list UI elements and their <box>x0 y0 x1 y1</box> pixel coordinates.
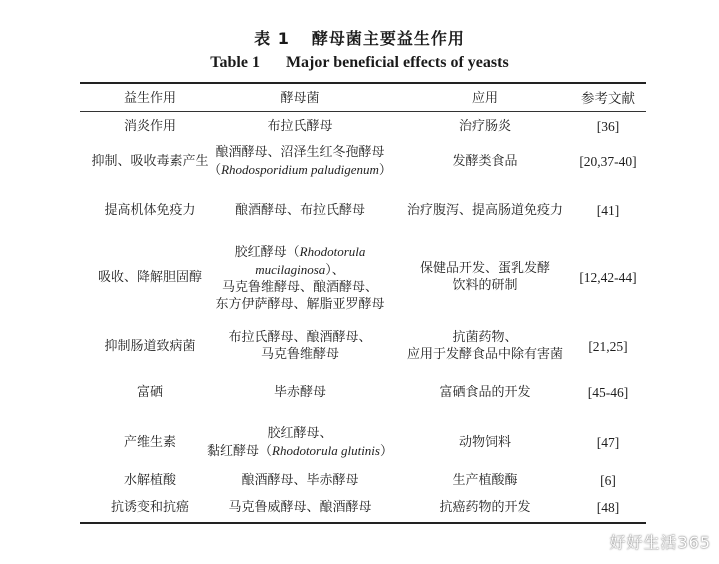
row-reference-line: [41] <box>596 202 620 218</box>
row-effect-line: 提高机体免疫力 <box>104 202 196 218</box>
row-yeast <box>200 425 400 460</box>
row-effect-line: 抗诱变和抗癌 <box>110 499 189 515</box>
row-reference <box>570 434 646 451</box>
row-reference-line: [12,42-44] <box>579 269 637 285</box>
row-reference-line: [45-46] <box>587 384 629 400</box>
row-yeast <box>200 329 400 363</box>
table-title-english <box>0 54 719 72</box>
row-yeast-line: 胶红酵母、 <box>267 426 333 441</box>
row-yeast-line: 马克鲁维酵母 <box>260 347 339 362</box>
table-number-cn: 表 1 <box>254 29 290 48</box>
row-yeast-line: 东方伊萨酵母、解脂亚罗酵母 <box>215 297 385 312</box>
watermark: 好好生活365 <box>609 533 711 552</box>
row-application <box>395 202 575 219</box>
row-yeast <box>200 243 400 313</box>
row-effect-line: 抑制肠道致病菌 <box>104 338 196 354</box>
table-header-rule <box>80 111 646 112</box>
row-yeast-line: 胶红酵母（Rhodotorula <box>234 244 366 260</box>
row-yeast-line: 黏红酵母（Rhodotorula glutinis） <box>206 443 393 459</box>
row-reference-line: [21,25] <box>588 338 628 354</box>
row-yeast-line: 马克鲁维酵母、酿酒酵母、 <box>221 280 378 295</box>
row-yeast-line: 酿酒酵母、毕赤酵母 <box>241 472 359 488</box>
row-application <box>395 434 575 451</box>
table-top-rule <box>80 82 646 84</box>
row-yeast <box>200 499 400 516</box>
row-application-line: 抗癌药物的开发 <box>439 499 531 515</box>
row-application-line: 治疗肠炎 <box>458 118 511 134</box>
row-application <box>395 118 575 135</box>
row-reference-line: [47] <box>596 434 620 450</box>
row-yeast-line: （Rhodosporidium paludigenum） <box>208 162 392 178</box>
table-title-cn-text: 酵母菌主要益生作用 <box>311 29 465 48</box>
row-application-line: 生产植酸酶 <box>452 472 518 488</box>
row-yeast-line: 酿酒酵母、布拉氏酵母 <box>234 202 365 218</box>
row-effect-line: 水解植酸 <box>123 472 176 488</box>
row-effect-line: 吸收、降解胆固醇 <box>97 269 202 285</box>
row-yeast-line: mucilaginosa）、 <box>255 262 345 278</box>
row-yeast-line: 酿酒酵母、沼泽生红冬孢酵母 <box>215 145 385 160</box>
row-reference <box>570 472 646 489</box>
row-effect <box>80 269 220 286</box>
row-yeast <box>200 144 400 179</box>
row-effect <box>80 434 220 451</box>
row-application-line: 抗菌药物、 <box>452 330 518 345</box>
row-effect <box>80 338 220 355</box>
row-effect <box>80 384 220 401</box>
row-reference <box>570 338 646 355</box>
row-yeast <box>200 472 400 489</box>
row-application-line: 保健品开发、蛋乳发酵 <box>419 261 550 276</box>
row-application-line: 动物饲料 <box>458 434 511 450</box>
table-title-chinese <box>0 26 719 49</box>
row-yeast <box>200 384 400 401</box>
row-application-line: 治疗腹泻、提高肠道免疫力 <box>406 202 563 218</box>
row-effect-line: 消炎作用 <box>123 118 176 134</box>
row-application <box>395 329 575 363</box>
row-application <box>395 499 575 516</box>
row-reference-line: [36] <box>596 118 620 134</box>
row-application-line: 发酵类食品 <box>452 153 518 169</box>
row-reference <box>570 269 646 286</box>
row-effect <box>80 499 220 516</box>
row-effect <box>80 118 220 135</box>
row-yeast-line: 毕赤酵母 <box>273 384 326 400</box>
header-reference: 参考文献 <box>581 91 635 106</box>
row-reference <box>570 499 646 516</box>
row-application <box>395 472 575 489</box>
row-yeast <box>200 118 400 135</box>
row-application <box>395 153 575 170</box>
row-reference-line: [48] <box>596 499 620 515</box>
row-yeast-line: 布拉氏酵母、酿酒酵母、 <box>228 330 372 345</box>
header-effect: 益生作用 <box>123 91 176 106</box>
row-reference-line: [20,37-40] <box>579 153 637 169</box>
row-reference <box>570 202 646 219</box>
row-effect-line: 抑制、吸收毒素产生 <box>91 153 209 169</box>
row-reference <box>570 118 646 135</box>
row-effect-line: 产维生素 <box>123 434 176 450</box>
table-number-en: Table 1 <box>210 54 260 71</box>
row-effect <box>80 202 220 219</box>
row-application <box>395 260 575 294</box>
header-yeast: 酵母菌 <box>280 91 320 106</box>
row-application-line: 富硒食品的开发 <box>439 384 531 400</box>
row-application <box>395 384 575 401</box>
row-effect-line: 富硒 <box>136 384 163 400</box>
row-application-line: 饮料的研制 <box>452 278 518 293</box>
row-yeast-line: 布拉氏酵母 <box>267 118 333 134</box>
header-application: 应用 <box>471 91 498 106</box>
row-yeast-line: 马克鲁威酵母、酿酒酵母 <box>228 499 372 515</box>
table-title-en-text: Major beneficial effects of yeasts <box>285 54 509 71</box>
row-effect <box>80 153 220 170</box>
row-application-line: 应用于发酵食品中除有害菌 <box>406 347 563 362</box>
table-bottom-rule <box>80 522 646 524</box>
row-reference <box>570 153 646 170</box>
row-yeast <box>200 202 400 219</box>
row-reference-line: [6] <box>600 472 616 488</box>
row-effect <box>80 472 220 489</box>
row-reference <box>570 384 646 401</box>
